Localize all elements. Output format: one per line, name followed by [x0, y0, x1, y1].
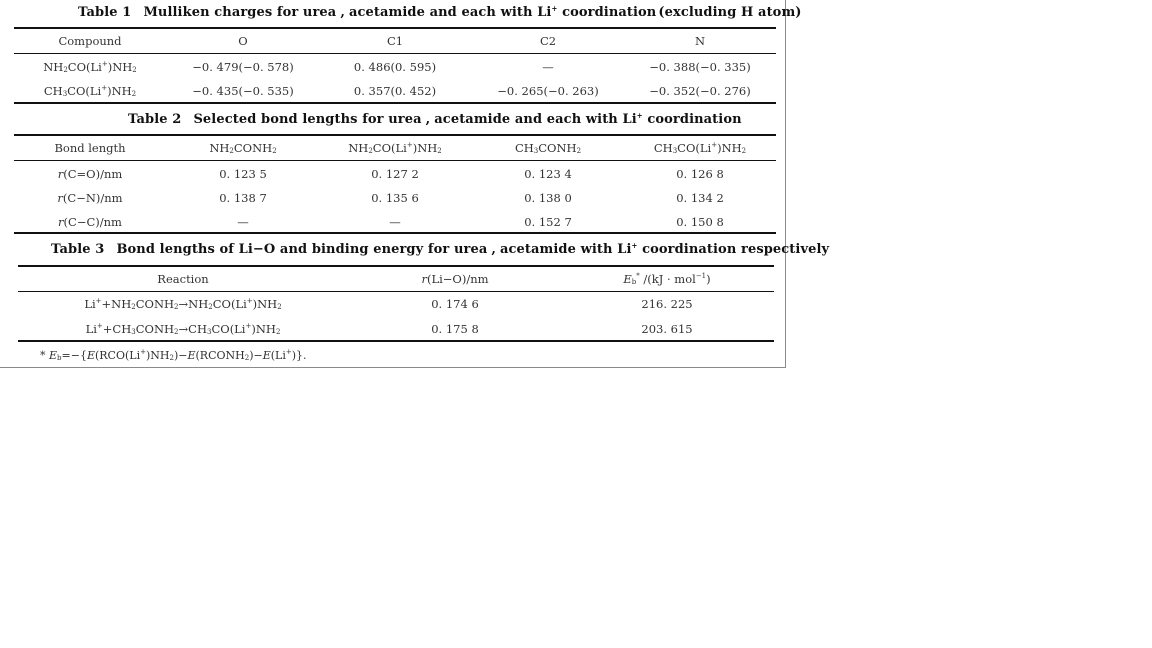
table3-row1-eb: 216. 225 [641, 297, 693, 311]
table3-row1-reaction: $Li^++NH_2CONH_2\to NH_2CO(Li^+)NH_2$ [84, 297, 282, 311]
table3-header-reaction: Reaction [157, 272, 209, 286]
table3-row2-reaction: $Li^++CH_3CONH_2\to CH_3CO(Li^+)NH_2$ [85, 322, 281, 336]
table1-header-o: O [238, 34, 248, 48]
table1-row2-n: −0. 352(−0. 276) [649, 84, 751, 98]
table2-row2-val2: 0. 135 6 [371, 191, 419, 205]
table1-header-c1: C1 [386, 34, 404, 48]
table2-row1-val1: 0. 123 5 [219, 167, 267, 181]
table1-row2-compound: $CH_3CO(Li^+)NH_2$ [43, 84, 137, 98]
table2-row3-val4: 0. 150 8 [676, 215, 724, 229]
table3-header-li-o: r(Li−O)/nm [421, 272, 489, 286]
table2-row2-val1: 0. 138 7 [219, 191, 267, 205]
table2-row2-val4: 0. 134 2 [676, 191, 724, 205]
table2-header-urea: $NH_2CONH_2$ [209, 141, 277, 155]
page [0, 0, 830, 368]
table1-row1-c2: — [542, 60, 554, 74]
table1-row2-c1: 0. 357(0. 452) [353, 84, 437, 98]
table3-row1-li-o: 0. 174 6 [431, 297, 479, 311]
table3-row2-eb: 203. 615 [641, 322, 693, 336]
table2-row1-val2: 0. 127 2 [371, 167, 419, 181]
table2-row3-val2: — [389, 215, 401, 229]
table2-row2-val3: 0. 138 0 [524, 191, 572, 205]
table1-caption: Table 1 Mulliken charges for urea , acetamide and each with Li+ coordination (excluding H atom) [78, 4, 802, 20]
table2-row1-val4: 0. 126 8 [676, 167, 724, 181]
table1-header-c2: C2 [539, 34, 557, 48]
table2-row3-val3: 0. 152 7 [524, 215, 572, 229]
table2-row2-label: r(C−N)/nm [57, 191, 123, 205]
table1-row1-n: −0. 388(−0. 335) [649, 60, 751, 74]
table1-header-n: N [694, 34, 706, 48]
table2-row3-label: r(C−C)/nm [58, 215, 122, 229]
table1-row1-o: −0. 479(−0. 578) [192, 60, 294, 74]
table2-header-acetamide: $CH_3CONH_2$ [514, 141, 582, 155]
table2-row1-val3: 0. 123 4 [524, 167, 572, 181]
table3-row2-li-o: 0. 175 8 [431, 322, 479, 336]
table1-row2-c2: −0. 265(−0. 263) [497, 84, 599, 98]
table2-header-acetamide-li: $CH_3CO(Li^+)NH_2$ [653, 141, 747, 155]
table2-header-urea-li: $NH_2CO(Li^+)NH_2$ [348, 141, 442, 155]
table1-header-compound: Compound [58, 34, 122, 48]
table2-row1-label: r(C=O)/nm [57, 167, 123, 181]
table2-row3-val1: — [237, 215, 249, 229]
table1-row1-c1: 0. 486(0. 595) [353, 60, 437, 74]
table3-footnote: * $E_b=-\{E(RCO(Li^+)NH_2)-E(RCONH_2)-E(Li^+)\}$. [40, 348, 307, 362]
table2-caption: Table 2 Selected bond lengths for urea , acetamide and each with Li+ coordination [128, 111, 742, 127]
table3-caption: Table 3 Bond lengths of Li−O and binding energy for urea , acetamide with Li+ coordination respectively [51, 241, 830, 257]
table1-row2-o: −0. 435(−0. 535) [192, 84, 294, 98]
table3-header-eb: $E_b^*$ /(kJ · mol$^{-1}$) [623, 272, 711, 286]
table1-row1-compound: $NH_2CO(Li^+)NH_2$ [43, 60, 137, 74]
table2-header-bond-length: Bond length [54, 141, 126, 155]
